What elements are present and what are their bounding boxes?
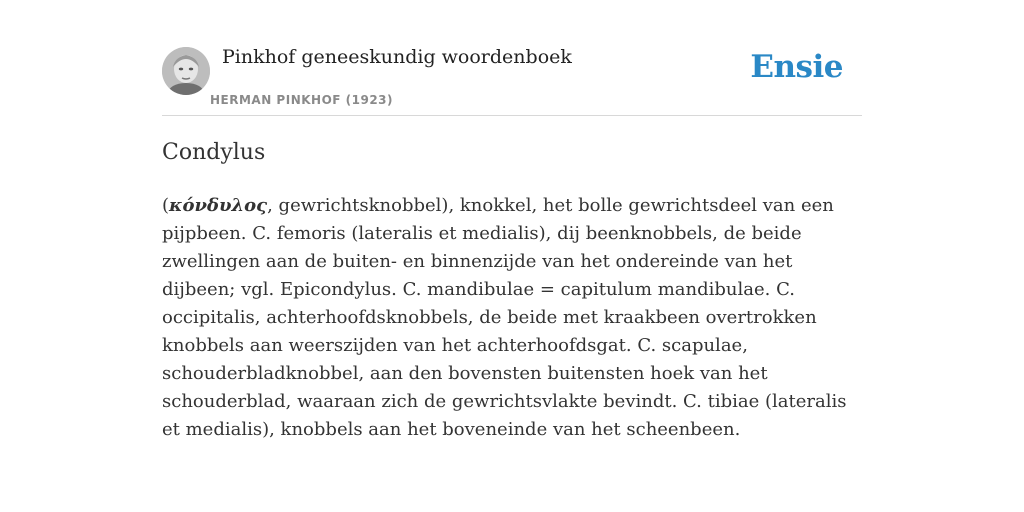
author-label: HERMAN PINKHOF (1923) [210, 93, 394, 107]
definition-open-paren: ( [162, 195, 170, 216]
author-avatar[interactable] [162, 47, 210, 95]
entry-definition [162, 192, 862, 444]
page-container [162, 0, 862, 440]
definition-text: , gewrichtsknobbel), knokkel, het bolle gewrichtsdeel van een pijpbeen. C. femoris (lateralis et medialis), dij beenknobbels, de beide zwellingen aan de buiten- en binnenzijde van het ondereinde van het dijbeen; vgl. Epicondylus. C. mandibulae = capitulum mandibulae. C. occipitalis, achterhoofdsknobbels, de beide met kraakbeen overtrokken knobbels aan weerszijden van het achterhoofdsgat. C. scapulae, schouderbladknobbel, aan den bovensten buitensten hoek van het schouderblad, waaraan zich de gewrichtsvlakte bevindt. C. tibiae (lateralis et medialis), knobbels aan het boveneinde van het scheenbeen. [162, 195, 847, 440]
dictionary-header [162, 0, 862, 116]
author-portrait-icon [162, 47, 210, 95]
entry-term: Condylus [162, 140, 266, 165]
dictionary-title-link[interactable]: Pinkhof geneeskundig woordenboek [222, 46, 572, 68]
ensie-logo-link[interactable]: Ensie [750, 49, 843, 85]
greek-etymology: κόνδυλος [169, 195, 268, 216]
